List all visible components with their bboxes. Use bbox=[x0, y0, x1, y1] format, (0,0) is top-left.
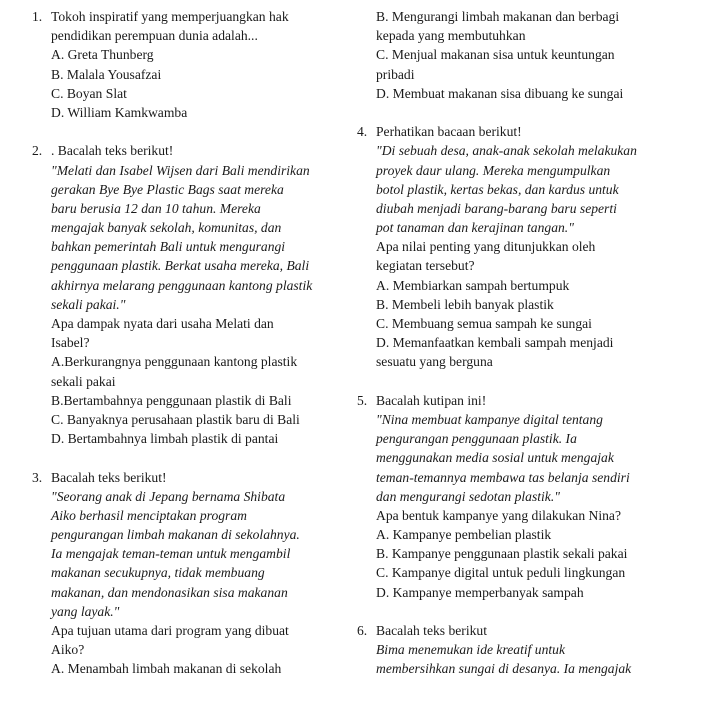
question-heading bbox=[357, 391, 657, 410]
passage-line: "Melati dan Isabel Wijsen dari Bali mendirikan bbox=[51, 162, 310, 178]
question-heading bbox=[357, 122, 657, 141]
passage-line: "Seorang anak di Jepang bernama Shibata bbox=[51, 488, 286, 504]
question-text: Bacalah teks berikut! bbox=[51, 469, 167, 485]
question-text: Perhatikan bacaan berikut! bbox=[376, 124, 522, 140]
passage-line: diubah menjadi barang-barang baru seperti bbox=[376, 200, 617, 216]
question-number: 4. bbox=[357, 124, 368, 140]
passage-line: makanan, dan mendonasikan sisa makanan bbox=[51, 584, 288, 600]
text-line: B.Bertambahnya penggunaan plastik di Bali bbox=[51, 392, 292, 408]
spacer bbox=[32, 122, 342, 141]
question-text: Tokoh inspiratif yang memperjuangkan hak bbox=[51, 9, 289, 24]
passage-line: akhirnya melarang penggunaan kantong plastik bbox=[51, 277, 313, 293]
text-line: A. Membiarkan sampah bertumpuk bbox=[376, 277, 570, 293]
text-line: pribadi bbox=[376, 66, 415, 82]
passage-line: sekali pakai." bbox=[51, 296, 126, 312]
question-number: 6. bbox=[357, 623, 368, 638]
passage-line: baru berusia 12 dan 10 tahun. Mereka bbox=[51, 200, 261, 216]
question-text: Bacalah kutipan ini! bbox=[376, 392, 487, 408]
text-line: Aiko? bbox=[51, 642, 85, 658]
passage-line: menggunakan media sosial untuk mengajak bbox=[376, 450, 614, 466]
passage-line: yang layak." bbox=[51, 603, 120, 619]
text-line: A.Berkurangnya penggunaan kantong plastik bbox=[51, 354, 298, 370]
passage-line: Ia mengajak teman-teman untuk mengambil bbox=[51, 546, 291, 562]
text-line: D. Kampanye memperbanyak sampah bbox=[376, 584, 584, 600]
question-text: . Bacalah teks berikut! bbox=[51, 143, 174, 159]
left-column bbox=[32, 7, 342, 679]
question-text: Bacalah teks berikut bbox=[376, 623, 487, 638]
passage-line: botol plastik, kertas bekas, dan kardus untuk bbox=[376, 181, 619, 197]
text-line: kegiatan tersebut? bbox=[376, 258, 475, 274]
passage-line: makanan secukupnya, tidak membuang bbox=[51, 565, 265, 581]
passage-line: "Di sebuah desa, anak-anak sekolah melakukan bbox=[376, 143, 637, 159]
spacer bbox=[357, 372, 657, 391]
text-line: A. Menambah limbah makanan di sekolah bbox=[51, 661, 282, 677]
question-heading bbox=[32, 141, 342, 160]
passage-line: Aiko berhasil menciptakan program bbox=[51, 507, 247, 523]
right-column bbox=[357, 7, 657, 679]
text-line: D. William Kamkwamba bbox=[51, 104, 188, 120]
passage-line: bahkan pemerintah Bali untuk mengurangi bbox=[51, 239, 286, 255]
text-line: D. Memanfaatkan kembali sampah menjadi bbox=[376, 335, 614, 351]
passage-line: "Nina membuat kampanye digital tentang bbox=[376, 411, 603, 427]
passage-line: proyek daur ulang. Mereka mengumpulkan bbox=[376, 162, 611, 178]
text-line: Apa bentuk kampanye yang dilakukan Nina? bbox=[376, 507, 621, 523]
question-heading bbox=[32, 7, 342, 26]
spacer bbox=[357, 103, 657, 122]
text-line: B. Kampanye penggunaan plastik sekali pakai bbox=[376, 546, 628, 562]
passage-line: teman-temannya membawa tas belanja sendiri bbox=[376, 469, 630, 485]
text-line: kepada yang membutuhkan bbox=[376, 28, 526, 44]
passage-line: mengajak banyak sekolah, komunitas, dan bbox=[51, 220, 282, 236]
text-line: Isabel? bbox=[51, 335, 90, 351]
text-line: C. Kampanye digital untuk peduli lingkungan bbox=[376, 565, 626, 581]
passage-line: gerakan Bye Bye Plastic Bags saat mereka bbox=[51, 181, 284, 197]
passage-line: pengurangan penggunaan plastik. Ia bbox=[376, 431, 577, 447]
question-heading bbox=[32, 468, 342, 487]
text-line: C. Boyan Slat bbox=[51, 85, 127, 101]
text-line: C. Menjual makanan sisa untuk keuntungan bbox=[376, 47, 615, 63]
text-line: C. Membuang semua sampah ke sungai bbox=[376, 316, 592, 331]
passage-line: pengurangan limbah makanan di sekolahnya. bbox=[51, 527, 300, 543]
question-number: 1. bbox=[32, 9, 43, 24]
text-line: sekali pakai bbox=[51, 373, 116, 389]
text-line: D. Membuat makanan sisa dibuang ke sungai bbox=[376, 85, 624, 101]
text-line: B. Membeli lebih banyak plastik bbox=[376, 296, 554, 312]
question-heading bbox=[357, 621, 657, 640]
question-number: 5. bbox=[357, 392, 368, 408]
passage-line: dan mengurangi sedotan plastik." bbox=[376, 488, 560, 504]
passage-line: membersihkan sungai di desanya. Ia mengajak bbox=[376, 661, 632, 677]
text-line: sesuatu yang berguna bbox=[376, 354, 493, 370]
text-line: B. Mengurangi limbah makanan dan berbagi bbox=[376, 9, 620, 24]
text-line: Apa dampak nyata dari usaha Melati dan bbox=[51, 316, 274, 331]
text-line: A. Kampanye pembelian plastik bbox=[376, 527, 552, 543]
passage-line: pot tanaman dan kerajinan tangan." bbox=[376, 220, 574, 236]
text-line: Apa nilai penting yang ditunjukkan oleh bbox=[376, 239, 596, 255]
question-number: 3. bbox=[32, 469, 43, 485]
spacer bbox=[357, 602, 657, 621]
text-line: B. Malala Yousafzai bbox=[51, 66, 162, 82]
text-line: D. Bertambahnya limbah plastik di pantai bbox=[51, 431, 279, 447]
text-line: Apa tujuan utama dari program yang dibuat bbox=[51, 623, 289, 638]
spacer bbox=[32, 448, 342, 467]
passage-line: penggunaan plastik. Berkat usaha mereka, Bali bbox=[51, 258, 310, 274]
text-line: C. Banyaknya perusahaan plastik baru di Bali bbox=[51, 411, 300, 427]
question-number: 2. bbox=[32, 143, 43, 159]
passage-line: Bima menemukan ide kreatif untuk bbox=[376, 642, 565, 658]
text-line: A. Greta Thunberg bbox=[51, 47, 154, 63]
text-line: pendidikan perempuan dunia adalah... bbox=[51, 28, 258, 44]
